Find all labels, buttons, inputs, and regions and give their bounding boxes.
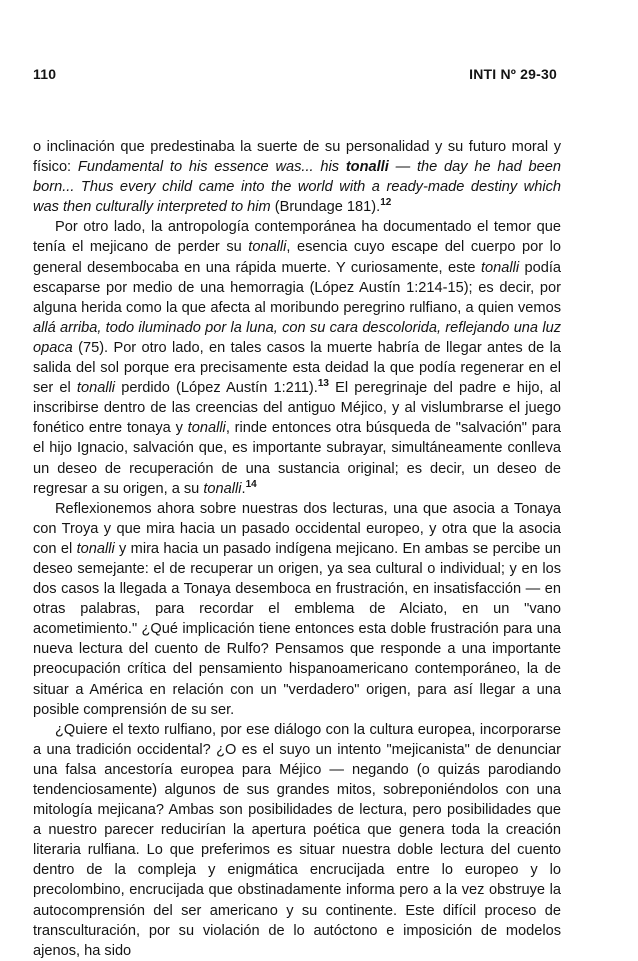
page-number: 110 — [33, 66, 57, 82]
paragraph-2 — [33, 217, 561, 498]
italic-text: tonalli — [187, 420, 226, 437]
italic-text: tonalli — [76, 540, 115, 557]
paragraph-4 — [33, 720, 561, 961]
text-run: y mira hacia un pasado indígena mejicano. En ambas se percibe un deseo semejante: el de recuperar un origen, ya sea cultural o individual; y en los dos casos la llegada a Tonaya desemboca en frustración, en insatisfacción — en otras palabras, para recordar el emblema de Alciato, en un "vano acometimiento." ¿Qué implicación tiene entonces esta doble frustración para una nueva lectura del cuento de Rulfo? Pensamos que responde a una importante preocupación crítica del pensamiento hispanoamericano contemporáneo, la de situar a América en relación con un "verdadero" origen, para así llegar a una posible comprensión de su ser. — [33, 540, 561, 718]
italic-text: — the day he had been born... Thus every child came into the world with a ready-made destiny which was then culturally interpreted to him — [33, 159, 562, 216]
body-text — [33, 137, 561, 961]
footnote-marker: 13 — [317, 378, 329, 390]
italic-text: tonalli — [203, 480, 242, 497]
italic-text: tonalli — [345, 159, 389, 176]
text-run: , rinde entonces otra búsqueda de "salvación" para el hijo Ignacio, salvación que, es importante subrayar, simultáneamente conlleva un deseo de recuperación de una sustancia original; es decir, un deseo de regresar a su origen, a su — [33, 420, 561, 497]
text-run: . — [241, 480, 246, 497]
text-run: (75). Por otro lado, en tales casos la muerte habría de llegar antes de la salida del sol porque era precisamente esta deidad la que podía regenerar en el ser el — [33, 339, 561, 397]
paragraph-1 — [33, 137, 561, 217]
text-run: , esencia cuyo escape del cuerpo por lo general desembocaba en una rápida muerte. Y curiosamente, este — [33, 239, 561, 276]
text-run: El peregrinaje del padre e hijo, al inscribirse dentro de las creencias del antiguo Méjico, y al vislumbrarse el juego fonético entre tonaya y — [33, 380, 561, 437]
footnote-marker: 12 — [380, 197, 392, 209]
text-run: (Brundage 181). — [270, 199, 381, 216]
italic-text: tonalli — [248, 239, 287, 256]
italic-text: tonalli — [76, 380, 116, 397]
text-run: podía escaparse por medio de una hemorragia (López Austín 1:214-15); es decir, por alguna herida como la que afecta al moribundo peregrino rulfiano, a quien vemos — [33, 259, 562, 316]
text-run: Reflexionemos ahora sobre nuestras dos lecturas, una que asocia a Tonaya con Troya y que mira hacia un pasado occidental europeo, y otra que la asocia con el — [33, 500, 561, 557]
footnote-marker: 14 — [245, 478, 257, 490]
text-run: o inclinación que predestinaba la suerte de su personalidad y su futuro moral y físico: — [33, 139, 561, 176]
italic-text: Fundamental to his essence was... his — [77, 159, 346, 176]
text-run: ¿Quiere el texto rulfiano, por ese diálogo con la cultura europea, incorporarse a una tradición occidental? ¿O es el suyo un intento "mejicanista" de denunciar una falsa ancestoría europea para Méjico — negando (o quizás parodiando tendenciosamente) algunos de sus grandes mitos, sobreponiéndolos con una mitología mejicana? Ambas son posibilidades de lectura, pero posibilidades que a nuestro parecer reducirían la apertura poética que genera toda la creación literaria rulfiana. Lo que preferimos es situar nuestra doble lectura del cuento dentro de la compleja y enigmática encrucijada entre lo europeo y lo precolombino, encrucijada que obstinadamente informa pero a la vez obstruye la autocomprensión del ser americano y su continente. Este difícil proceso de transculturación, por su violación de lo autóctono e imposición de modelos ajenos, ha sido — [33, 721, 561, 959]
italic-text: tonalli — [480, 259, 520, 276]
text-run: perdido (López Austín 1:211). — [115, 380, 318, 397]
paragraph-3 — [33, 499, 561, 720]
running-header-journal: INTI Nº 29-30 — [469, 66, 557, 82]
italic-text: allá arriba, todo iluminado por la luna, con su cara descolorida, reflejando una luz opaca — [33, 319, 561, 356]
text-run: Por otro lado, la antropología contemporánea ha documentado el temor que tenía el mejicano de perder su — [33, 219, 561, 256]
